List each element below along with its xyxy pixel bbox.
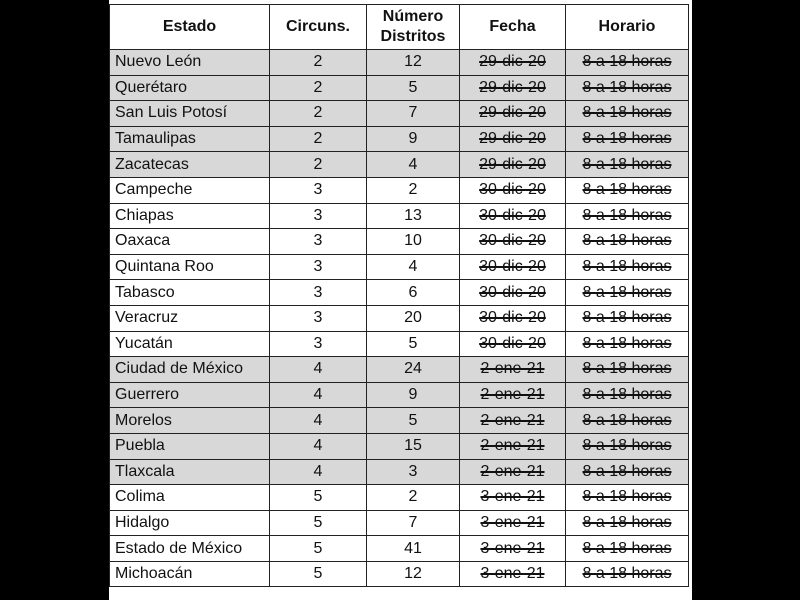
cell-distritos: 10 bbox=[367, 229, 460, 255]
cell-fecha: 30-dic-20 bbox=[460, 203, 566, 229]
cell-circuns: 3 bbox=[270, 280, 367, 306]
cell-distritos: 5 bbox=[367, 331, 460, 357]
cell-distritos: 3 bbox=[367, 459, 460, 485]
cell-estado: Veracruz bbox=[110, 305, 270, 331]
cell-fecha: 29-dic-20 bbox=[460, 101, 566, 127]
cell-horario: 8 a 18 horas bbox=[566, 536, 689, 562]
cell-circuns: 3 bbox=[270, 229, 367, 255]
table-row bbox=[110, 177, 689, 203]
cell-horario: 8 a 18 horas bbox=[566, 485, 689, 511]
table-row bbox=[110, 305, 689, 331]
cell-circuns: 3 bbox=[270, 254, 367, 280]
cell-estado: Estado de México bbox=[110, 536, 270, 562]
table-row bbox=[110, 485, 689, 511]
table-row bbox=[110, 408, 689, 434]
cell-circuns: 2 bbox=[270, 126, 367, 152]
cell-distritos: 7 bbox=[367, 101, 460, 127]
table-row bbox=[110, 561, 689, 587]
cell-fecha: 29-dic-20 bbox=[460, 126, 566, 152]
cell-distritos: 4 bbox=[367, 254, 460, 280]
cell-fecha: 2-ene-21 bbox=[460, 357, 566, 383]
cell-distritos: 12 bbox=[367, 50, 460, 76]
cell-horario: 8 a 18 horas bbox=[566, 126, 689, 152]
cell-fecha: 3-ene-21 bbox=[460, 536, 566, 562]
cell-fecha: 30-dic-20 bbox=[460, 229, 566, 255]
cell-fecha: 30-dic-20 bbox=[460, 177, 566, 203]
cell-horario: 8 a 18 horas bbox=[566, 408, 689, 434]
cell-circuns: 2 bbox=[270, 75, 367, 101]
header-estado: Estado bbox=[110, 5, 270, 50]
cell-circuns: 5 bbox=[270, 561, 367, 587]
cell-horario: 8 a 18 horas bbox=[566, 203, 689, 229]
table-body bbox=[110, 50, 689, 587]
cell-circuns: 4 bbox=[270, 357, 367, 383]
cell-circuns: 4 bbox=[270, 459, 367, 485]
cell-distritos: 13 bbox=[367, 203, 460, 229]
cell-circuns: 3 bbox=[270, 177, 367, 203]
table-row bbox=[110, 126, 689, 152]
table-row bbox=[110, 280, 689, 306]
cell-distritos: 7 bbox=[367, 510, 460, 536]
cell-horario: 8 a 18 horas bbox=[566, 254, 689, 280]
cell-estado: Puebla bbox=[110, 433, 270, 459]
cell-horario: 8 a 18 horas bbox=[566, 177, 689, 203]
cell-fecha: 2-ene-21 bbox=[460, 433, 566, 459]
table-row bbox=[110, 75, 689, 101]
cell-fecha: 2-ene-21 bbox=[460, 382, 566, 408]
cell-estado: Colima bbox=[110, 485, 270, 511]
cell-fecha: 3-ene-21 bbox=[460, 485, 566, 511]
cell-fecha: 30-dic-20 bbox=[460, 254, 566, 280]
cell-estado: Zacatecas bbox=[110, 152, 270, 178]
table-header-row bbox=[110, 5, 689, 50]
cell-circuns: 4 bbox=[270, 382, 367, 408]
cell-distritos: 4 bbox=[367, 152, 460, 178]
table-row bbox=[110, 331, 689, 357]
cell-distritos: 15 bbox=[367, 433, 460, 459]
cell-horario: 8 a 18 horas bbox=[566, 433, 689, 459]
cell-distritos: 6 bbox=[367, 280, 460, 306]
cell-circuns: 3 bbox=[270, 305, 367, 331]
cell-fecha: 2-ene-21 bbox=[460, 459, 566, 485]
cell-fecha: 3-ene-21 bbox=[460, 510, 566, 536]
cell-fecha: 2-ene-21 bbox=[460, 408, 566, 434]
cell-circuns: 5 bbox=[270, 485, 367, 511]
cell-horario: 8 a 18 horas bbox=[566, 357, 689, 383]
header-horario: Horario bbox=[566, 5, 689, 50]
cell-fecha: 30-dic-20 bbox=[460, 305, 566, 331]
table-row bbox=[110, 50, 689, 76]
cell-fecha: 30-dic-20 bbox=[460, 280, 566, 306]
schedule-table bbox=[109, 4, 689, 587]
cell-circuns: 2 bbox=[270, 50, 367, 76]
cell-distritos: 2 bbox=[367, 485, 460, 511]
header-circuns: Circuns. bbox=[270, 5, 367, 50]
cell-distritos: 9 bbox=[367, 382, 460, 408]
table-row bbox=[110, 382, 689, 408]
cell-horario: 8 a 18 horas bbox=[566, 50, 689, 76]
cell-estado: Ciudad de México bbox=[110, 357, 270, 383]
cell-horario: 8 a 18 horas bbox=[566, 152, 689, 178]
cell-horario: 8 a 18 horas bbox=[566, 229, 689, 255]
cell-distritos: 2 bbox=[367, 177, 460, 203]
cell-estado: Hidalgo bbox=[110, 510, 270, 536]
cell-circuns: 2 bbox=[270, 152, 367, 178]
table-row bbox=[110, 254, 689, 280]
cell-horario: 8 a 18 horas bbox=[566, 561, 689, 587]
header-numero-distritos bbox=[367, 5, 460, 50]
cell-estado: Oaxaca bbox=[110, 229, 270, 255]
cell-distritos: 5 bbox=[367, 75, 460, 101]
table-row bbox=[110, 536, 689, 562]
header-fecha: Fecha bbox=[460, 5, 566, 50]
cell-circuns: 3 bbox=[270, 331, 367, 357]
cell-horario: 8 a 18 horas bbox=[566, 382, 689, 408]
cell-estado: Morelos bbox=[110, 408, 270, 434]
cell-horario: 8 a 18 horas bbox=[566, 305, 689, 331]
cell-estado: Michoacán bbox=[110, 561, 270, 587]
header-numero-line1: Número bbox=[382, 8, 444, 25]
cell-distritos: 5 bbox=[367, 408, 460, 434]
table-row bbox=[110, 459, 689, 485]
document-page bbox=[109, 0, 692, 600]
cell-distritos: 9 bbox=[367, 126, 460, 152]
table-row bbox=[110, 229, 689, 255]
cell-estado: Tlaxcala bbox=[110, 459, 270, 485]
cell-distritos: 24 bbox=[367, 357, 460, 383]
cell-estado: San Luis Potosí bbox=[110, 101, 270, 127]
cell-distritos: 41 bbox=[367, 536, 460, 562]
cell-estado: Campeche bbox=[110, 177, 270, 203]
cell-circuns: 4 bbox=[270, 433, 367, 459]
cell-circuns: 3 bbox=[270, 203, 367, 229]
table-row bbox=[110, 152, 689, 178]
cell-fecha: 30-dic-20 bbox=[460, 331, 566, 357]
table-row bbox=[110, 357, 689, 383]
cell-estado: Chiapas bbox=[110, 203, 270, 229]
cell-horario: 8 a 18 horas bbox=[566, 331, 689, 357]
cell-horario: 8 a 18 horas bbox=[566, 75, 689, 101]
table-row bbox=[110, 433, 689, 459]
table-row bbox=[110, 203, 689, 229]
table-row bbox=[110, 101, 689, 127]
cell-estado: Querétaro bbox=[110, 75, 270, 101]
cell-estado: Yucatán bbox=[110, 331, 270, 357]
cell-horario: 8 a 18 horas bbox=[566, 280, 689, 306]
table-row bbox=[110, 510, 689, 536]
cell-horario: 8 a 18 horas bbox=[566, 459, 689, 485]
cell-horario: 8 a 18 horas bbox=[566, 510, 689, 536]
cell-fecha: 29-dic-20 bbox=[460, 152, 566, 178]
cell-circuns: 5 bbox=[270, 510, 367, 536]
cell-estado: Nuevo León bbox=[110, 50, 270, 76]
cell-circuns: 5 bbox=[270, 536, 367, 562]
cell-horario: 8 a 18 horas bbox=[566, 101, 689, 127]
cell-circuns: 4 bbox=[270, 408, 367, 434]
header-numero-line2: Distritos bbox=[380, 28, 446, 45]
cell-distritos: 12 bbox=[367, 561, 460, 587]
cell-estado: Quintana Roo bbox=[110, 254, 270, 280]
cell-circuns: 2 bbox=[270, 101, 367, 127]
cell-fecha: 29-dic-20 bbox=[460, 50, 566, 76]
cell-fecha: 3-ene-21 bbox=[460, 561, 566, 587]
cell-estado: Guerrero bbox=[110, 382, 270, 408]
cell-estado: Tabasco bbox=[110, 280, 270, 306]
cell-distritos: 20 bbox=[367, 305, 460, 331]
cell-estado: Tamaulipas bbox=[110, 126, 270, 152]
cell-fecha: 29-dic-20 bbox=[460, 75, 566, 101]
